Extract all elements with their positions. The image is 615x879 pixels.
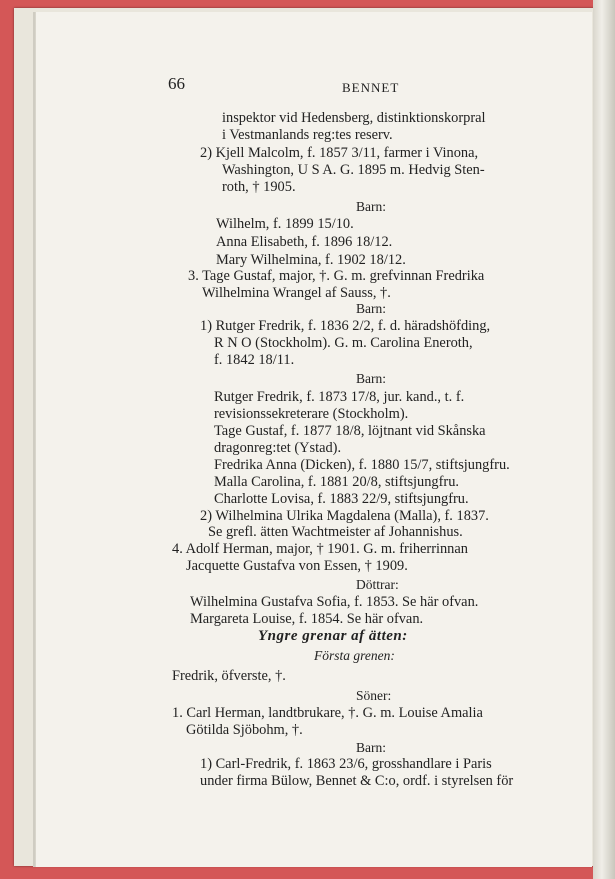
text-line: Anna Elisabeth, f. 1896 18/12. xyxy=(216,234,393,250)
text-line: Jacquette Gustafva von Essen, † 1909. xyxy=(186,558,408,574)
text-line: Malla Carolina, f. 1881 20/8, stiftsjungfru. xyxy=(214,474,460,490)
text-line: i Vestmanlands reg:tes reserv. xyxy=(222,127,393,143)
text-line: Wilhelm, f. 1899 15/10. xyxy=(216,216,354,232)
text-line: R N O (Stockholm). G. m. Carolina Eneroth, xyxy=(214,335,473,351)
text-line: inspektor vid Hedensberg, distinktionskorpral xyxy=(222,110,486,126)
text-line: Se grefl. ätten Wachtmeister af Johannishus. xyxy=(208,524,463,540)
text-line: revisionssekreterare (Stockholm). xyxy=(214,406,409,422)
text-line: 1) Rutger Fredrik, f. 1836 2/2, f. d. häradshöfding, xyxy=(200,318,491,334)
running-head: BENNET xyxy=(342,80,400,95)
text-line: Tage Gustaf, f. 1877 18/8, löjtnant vid Skånska xyxy=(214,423,486,439)
text-line: Söner: xyxy=(356,688,392,703)
text-line: 1. Carl Herman, landtbrukare, †. G. m. Louise Amalia xyxy=(172,705,483,721)
text-line: Rutger Fredrik, f. 1873 17/8, jur. kand., t. f. xyxy=(214,389,465,405)
text-line: 4. Adolf Herman, major, † 1901. G. m. friherrinnan xyxy=(172,541,468,557)
page-edge xyxy=(593,0,615,879)
text-line: Washington, U S A. G. 1895 m. Hedvig Sten- xyxy=(222,162,485,178)
text-line: dragonreg:tet (Ystad). xyxy=(214,440,342,456)
text-line: Fredrik, öfverste, †. xyxy=(172,668,286,684)
text-line: 1) Carl-Fredrik, f. 1863 23/6, grosshandlare i Paris xyxy=(200,756,492,772)
section-subheading: Första grenen: xyxy=(314,648,395,663)
section-heading: Yngre grenar af ätten: xyxy=(258,628,408,644)
text-line: Mary Wilhelmina, f. 1902 18/12. xyxy=(216,252,406,268)
text-line: Götilda Sjöbohm, †. xyxy=(186,722,303,738)
text-line: Barn: xyxy=(356,301,386,316)
text-line: Fredrika Anna (Dicken), f. 1880 15/7, stiftsjungfru. xyxy=(214,457,510,473)
page-number: 66 xyxy=(168,74,185,93)
text-line: f. 1842 18/11. xyxy=(214,352,295,368)
text-line: Margareta Louise, f. 1854. Se här ofvan. xyxy=(190,611,424,627)
text-line: 2) Kjell Malcolm, f. 1857 3/11, farmer i Vinona, xyxy=(200,145,479,161)
text-line: roth, † 1905. xyxy=(222,179,296,195)
text-line: Charlotte Lovisa, f. 1883 22/9, stiftsjungfru. xyxy=(214,491,469,507)
text-line: Döttrar: xyxy=(356,577,399,592)
text-line: Barn: xyxy=(356,199,386,214)
text-line: 2) Wilhelmina Ulrika Magdalena (Malla), f. 1837. xyxy=(200,508,489,524)
text-line: 3. Tage Gustaf, major, †. G. m. grefvinnan Fredrika xyxy=(188,268,485,284)
text-line: Barn: xyxy=(356,371,386,386)
text-line: Wilhelmina Gustafva Sofia, f. 1853. Se här ofvan. xyxy=(190,594,479,610)
text-line: Wilhelmina Wrangel af Sauss, †. xyxy=(202,285,391,301)
text-line: Barn: xyxy=(356,740,386,755)
text-line: under firma Bülow, Bennet & C:o, ordf. i styrelsen för xyxy=(200,773,514,789)
